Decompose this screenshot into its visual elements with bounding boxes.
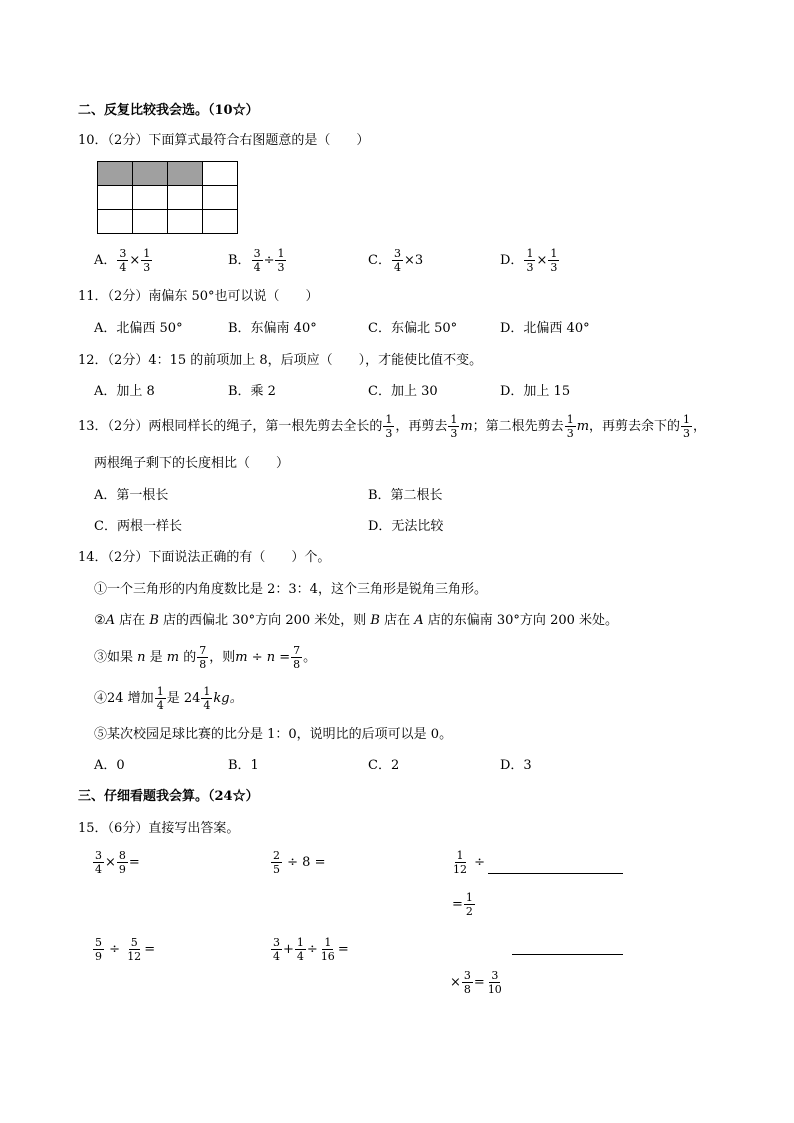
option-c[interactable]: [368, 248, 423, 273]
fraction: $\frac{3}{4}$: [119, 247, 127, 274]
option-c[interactable]: C．两根一样长: [94, 519, 182, 534]
option-d[interactable]: D．北偏西 40°: [500, 321, 590, 336]
grid-cell: [203, 186, 238, 210]
grid-cell: [203, 162, 238, 186]
grid-cell: [133, 210, 168, 234]
option-label: B．: [228, 253, 251, 268]
option-a[interactable]: [94, 248, 153, 273]
option-a[interactable]: A．加上 8: [94, 384, 155, 399]
option-label: C．: [368, 253, 391, 268]
option-d[interactable]: D．3: [500, 758, 532, 773]
option-d[interactable]: D．加上 15: [500, 384, 571, 399]
question-11-stem: 11．（2分）南偏东 50°也可以说（ ）: [78, 289, 319, 304]
option-b[interactable]: [228, 248, 287, 273]
number: 3: [414, 253, 424, 268]
option-c[interactable]: C．加上 30: [368, 384, 438, 399]
section-title: 二、反复比较我会选。（10☆）: [78, 103, 259, 118]
grid-cell: [168, 186, 203, 210]
grid-cell-shaded: [168, 162, 203, 186]
answer-blank[interactable]: [488, 873, 623, 874]
option-label: A．: [94, 253, 117, 268]
option-d[interactable]: [500, 248, 560, 273]
question-12-stem: 12．（2分）4：15 的前项加上 8，后项应（ ），才能使比值不变。: [78, 353, 483, 368]
fraction: $\frac{1}{3}$: [683, 413, 691, 440]
question-10-stem: 10．（2分）下面算式最符合右图题意的是（ ）: [78, 133, 370, 148]
calc-expression: $\frac{3}{4}$ × $\frac{8}{9}$ =: [95, 849, 140, 876]
fraction: $\frac{1}{3}$: [526, 247, 534, 274]
option-c[interactable]: C．东偏北 50°: [368, 321, 458, 336]
grid-cell: [203, 210, 238, 234]
option-b[interactable]: B．1: [228, 758, 259, 773]
fraction: $\frac{1}{4}$: [203, 685, 211, 712]
grid-cell: [98, 210, 133, 234]
option-b[interactable]: B．东偏南 40°: [228, 321, 317, 336]
answer-blank[interactable]: [512, 954, 623, 955]
option-a[interactable]: A．0: [94, 758, 125, 773]
fraction-grid-figure: [97, 161, 238, 234]
operator: ×: [403, 253, 415, 268]
grid-cell: [168, 210, 203, 234]
grid-cell-shaded: [133, 162, 168, 186]
calc-expression-result: = $\frac{1}{2}$: [452, 891, 473, 918]
operator: ÷: [263, 253, 275, 268]
calc-expression-result: × $\frac{3}{8}$ = $\frac{3}{10}$: [450, 969, 502, 996]
statement-3: ③如果 n 是 m 的 $\frac{7}{8}$ ，则m ÷ n = $\frac{7}{8}$ 。: [94, 644, 317, 671]
question-14-stem: 14．（2分）下面说法正确的有（ ）个。: [78, 550, 331, 565]
grid-cell-shaded: [98, 162, 133, 186]
option-c[interactable]: C．2: [368, 758, 400, 773]
statement-4: ④24 增加 $\frac{1}{4}$ 是 24 $\frac{1}{4}$ kg。: [94, 685, 243, 712]
grid-cell: [133, 186, 168, 210]
statement-2: ②A 店在 B 店的西偏北 30°方向 200 米处，则 B 店在 A 店的东偏南 30°方向 200 米处。: [94, 613, 619, 628]
operator: ×: [536, 253, 548, 268]
section-title: 三、仔细看题我会算。（24☆）: [78, 789, 259, 804]
option-label: D．: [500, 253, 524, 268]
grid-cell: [98, 186, 133, 210]
question-15-stem: 15．（6分）直接写出答案。: [78, 821, 240, 836]
fraction: $\frac{1}{3}$: [566, 413, 574, 440]
option-b[interactable]: B．第二根长: [368, 488, 443, 503]
operator: ×: [129, 253, 141, 268]
option-b[interactable]: B．乘 2: [228, 384, 276, 399]
calc-expression: $\frac{5}{9}$ ÷ $\frac{5}{12}$ =: [95, 936, 156, 963]
fraction: $\frac{7}{8}$: [293, 644, 301, 671]
fraction: $\frac{1}{3}$: [385, 413, 393, 440]
fraction: $\frac{7}{8}$: [199, 644, 207, 671]
fraction: $\frac{3}{4}$: [393, 247, 401, 274]
statement-1: ①一个三角形的内角度数比是 2：3：4，这个三角形是锐角三角形。: [94, 582, 487, 597]
question-13-line2: 两根绳子剩下的长度相比（ ）: [94, 456, 290, 471]
calc-expression: $\frac{1}{12}$ ÷: [453, 849, 486, 876]
fraction: $\frac{3}{4}$: [253, 247, 261, 274]
option-a[interactable]: A．第一根长: [94, 488, 169, 503]
statement-5: ⑤某次校园足球比赛的比分是 1：0，说明比的后项可以是 0。: [94, 727, 453, 742]
question-13-stem: 13．（2分）两根同样长的绳子，第一根先剪去全长的 $\frac{1}{3}$ ，再剪去 $\frac{1}{3}$ m；第二根先剪去 $\frac{1}{3}$ m，再剪去余下的 $\frac{1}{3}$ ，: [78, 413, 707, 440]
fraction: $\frac{1}{3}$: [450, 413, 458, 440]
option-d[interactable]: D．无法比较: [368, 519, 444, 534]
option-a[interactable]: A．北偏西 50°: [94, 321, 183, 336]
calc-expression: $\frac{3}{4}$ + $\frac{1}{4}$ ÷ $\frac{1}{16}$ =: [273, 936, 349, 963]
calc-expression: $\frac{2}{5}$ ÷ 8 =: [273, 849, 326, 876]
fraction: $\frac{1}{4}$: [156, 685, 164, 712]
fraction: $\frac{1}{3}$: [143, 247, 151, 274]
fraction: $\frac{1}{3}$: [550, 247, 558, 274]
fraction: $\frac{1}{3}$: [277, 247, 285, 274]
